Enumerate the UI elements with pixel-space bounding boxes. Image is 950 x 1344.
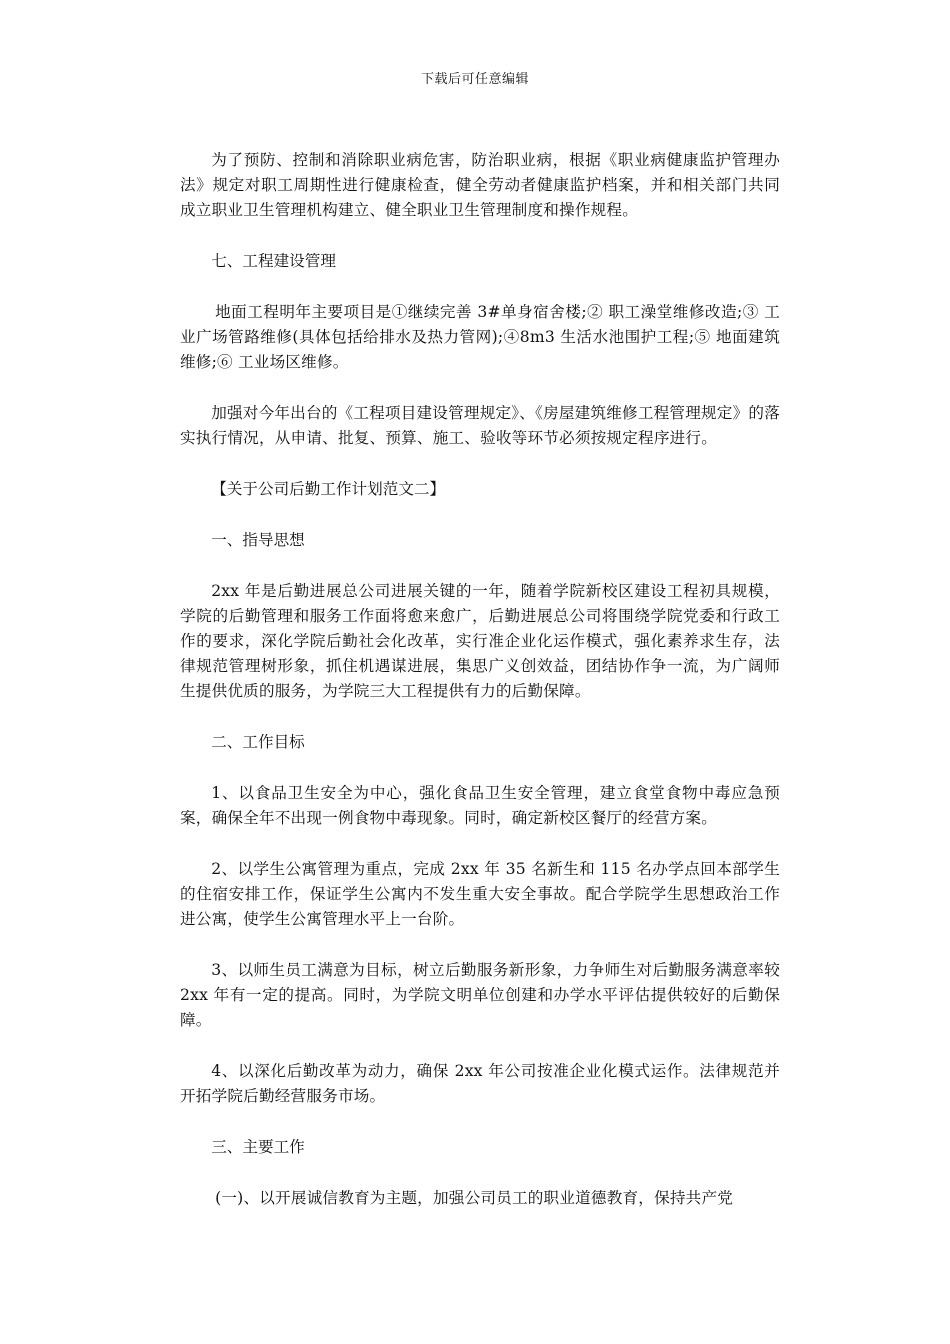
paragraph-health-monitoring: 为了预防、控制和消除职业病危害，防治职业病，根据《职业病健康监护管理办法》规定对职工周期性进行健康检查，健全劳动者健康监护档案，并和相关部门共同成立职业卫生管理机构建立、健全职业卫生管理制度和操作规程。 [180, 151, 780, 219]
paragraph-goal-reform: 4、以深化后勤改革为动力，确保 2xx 年公司按准企业化模式运作。法律规范并开拓学院后勤经营服务市场。 [180, 1062, 780, 1105]
document-subtitle: 【关于公司后勤工作计划范文二】 [211, 480, 446, 498]
paragraph-goal-satisfaction: 3、以师生员工满意为目标，树立后勤服务新形象，力争师生对后勤服务满意率较 2xx 年有一定的提高。同时，为学院文明单位创建和办学水平评估提供较好的后勤保障。 [180, 961, 780, 1029]
paragraph-regulations: 加强对今年出台的《工程项目建设管理规定》、《房屋建筑维修工程管理规定》的落实执行情况，从申请、批复、预算、施工、验收等环节必须按规定程序进行。 [180, 404, 780, 447]
section-heading-guiding-thought: 一、指导思想 [211, 531, 305, 549]
paragraph-ground-projects: 地面工程明年主要项目是①继续完善 3#单身宿舍楼;② 职工澡堂维修改造;③ 工业广场管路维修(具体包括给排水及热力管网);④8m3 生活水池围护工程;⑤ 地面建筑维修;⑥ 工业场区维修。 [180, 303, 780, 371]
paragraph-main-work-one: (一)、以开展诚信教育为主题，加强公司员工的职业道德教育，保持共产党 [215, 1189, 734, 1207]
page-header: 下载后可任意编辑 [420, 72, 529, 87]
paragraph-goal-dormitory: 2、以学生公寓管理为重点，完成 2xx 年 35 名新生和 115 名办学点回本部学生的住宿安排工作，保证学生公寓内不发生重大安全事故。配合学院学生思想政治工作进公寓，使学生公寓管理水平上一台阶。 [180, 860, 780, 928]
section-heading-engineering: 七、工程建设管理 [211, 252, 336, 270]
document-body [180, 148, 780, 1237]
section-heading-main-work: 三、主要工作 [211, 1138, 305, 1156]
paragraph-goal-food-safety: 1、以食品卫生安全为中心，强化食品卫生安全管理，建立食堂食物中毒应急预案，确保全年不出现一例食物中毒现象。同时，确定新校区餐厅的经营方案。 [180, 784, 780, 827]
paragraph-guiding-thought: 2xx 年是后勤进展总公司进展关键的一年，随着学院新校区建设工程初具规模，学院的后勤管理和服务工作面将愈来愈广，后勤进展总公司将围绕学院党委和行政工作的要求，深化学院后勤社会化改革，实行准企业化运作模式，强化素养求生存，法律规范管理树形象，抓住机遇谋进展，集思广义创效益，团结协作争一流，为广阔师生提供优质的服务，为学院三大工程提供有力的后勤保障。 [180, 582, 780, 700]
section-heading-work-goals: 二、工作目标 [211, 733, 305, 751]
